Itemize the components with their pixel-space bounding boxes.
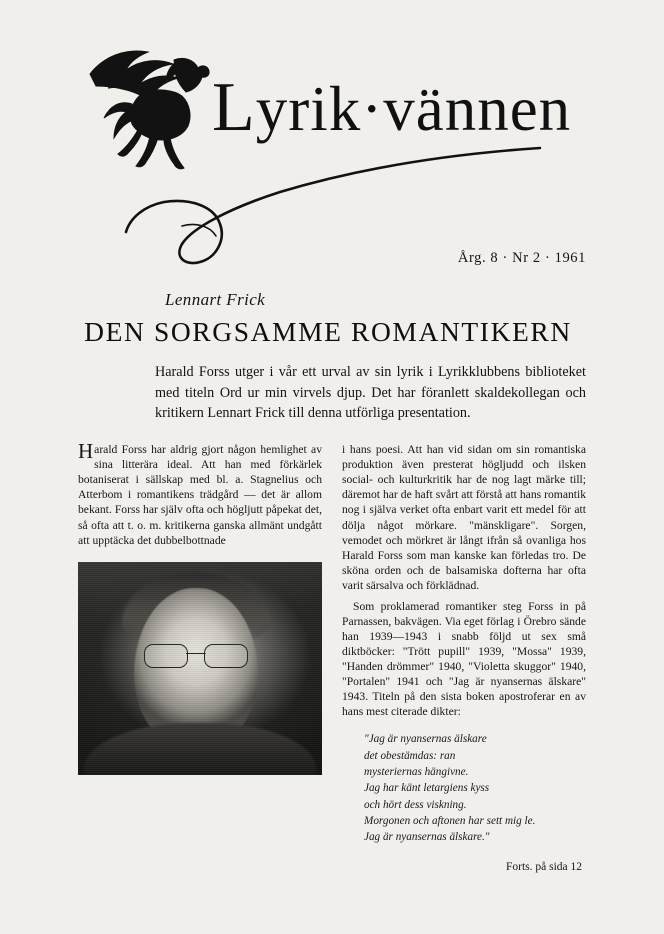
- column-right: [342, 442, 586, 874]
- poem-line: "Jag är nyansernas älskare: [364, 733, 487, 746]
- portrait-photo: [78, 562, 322, 775]
- logo-rest: yrik·vännen: [255, 74, 572, 144]
- poem-line: Jag har känt letargiens kyss: [364, 782, 490, 795]
- poem-line: Jag är nyansernas älskare.": [364, 831, 490, 844]
- page-title: DEN SORGSAMME ROMANTIKERN: [84, 316, 572, 347]
- standfirst-text: Harald Forss utger i vår ett urval av sin lyrik i Lyrikklubbens biblioteket med titeln Ord ur min virvels djup. Det har föranlett skaldekollegan och kritikern Lennart Frick till denna utförliga presentation.: [155, 364, 586, 422]
- magazine-logo: [212, 68, 571, 148]
- issue-line: Årg. 8 · Nr 2 · 1961: [457, 250, 586, 266]
- article-standfirst: [155, 362, 586, 424]
- article-byline: Lennart Frick: [165, 290, 266, 309]
- paragraph-text: arald Forss har aldrig gjort någon hemlighet av sina litterära ideal. Att han med förkärlek botaniserat i sällskap med bl. a. Stagnelius och Atterbom i romantikens trädgård — det är allom bekant. Forss har själv ofta och högljutt påpekat det, så ofta att t. o. m. kritikerna ganska allmänt undgått att upptäcka det dubbelbottnade: [78, 443, 322, 547]
- masthead: [0, 0, 664, 290]
- paragraph: i hans poesi. Att han vid sidan om sin romantiska produktion även presterat högljudd och ilsken social- och kulturkritik har de nog lagt märke till; däremot har de haft svårt att förstå att hans romantik nog i själva verket ofta enbart varit ett medel för att dölja något mörkare. "mänskligare". Sorgen, vemodet och mörkret är långt ifrån så ovanliga hos Harald Forss som man kanske kan förledas tro. De sköna orden och de balsamiska dofterna har ofta varit särsalva och förklädnad.: [342, 443, 586, 592]
- continuation-note: Forts. på sida 12: [505, 860, 582, 873]
- logo-initial: L: [212, 69, 256, 146]
- paragraph: Som proklamerad romantiker steg Forss in på Parnassen, bakvägen. Via eget förlag i Örebro sände han 1939—1943 i snabb följd ut sex små diktböcker: "Trött pupill" 1939, "Mossa" 1939, "Handen drömmer" 1940, "Violetta skuggor" 1940, "Portalen" 1941 och "Jag är nyansernas älskare" 1943. Titeln på den sista boken apostroferar en av hans mest citerade dikter:: [342, 599, 586, 719]
- column-left: [78, 439, 322, 874]
- lens-left: [144, 644, 188, 668]
- poem-line: mysteriernas hängivne.: [364, 766, 469, 779]
- lens-right: [204, 644, 248, 668]
- drop-cap: H: [78, 439, 94, 464]
- paragraph: [78, 439, 322, 547]
- glasses-icon: [144, 644, 248, 666]
- poem-quote: [342, 731, 586, 845]
- poem-line: det obestämdas: ran: [364, 749, 456, 762]
- poem-line: och hört dess viskning.: [364, 798, 467, 811]
- lens-bridge: [186, 653, 206, 655]
- poem-line: Morgonen och aftonen har sett mig le.: [364, 815, 536, 828]
- body-columns: [78, 439, 586, 874]
- photo-shoulders: [84, 723, 316, 775]
